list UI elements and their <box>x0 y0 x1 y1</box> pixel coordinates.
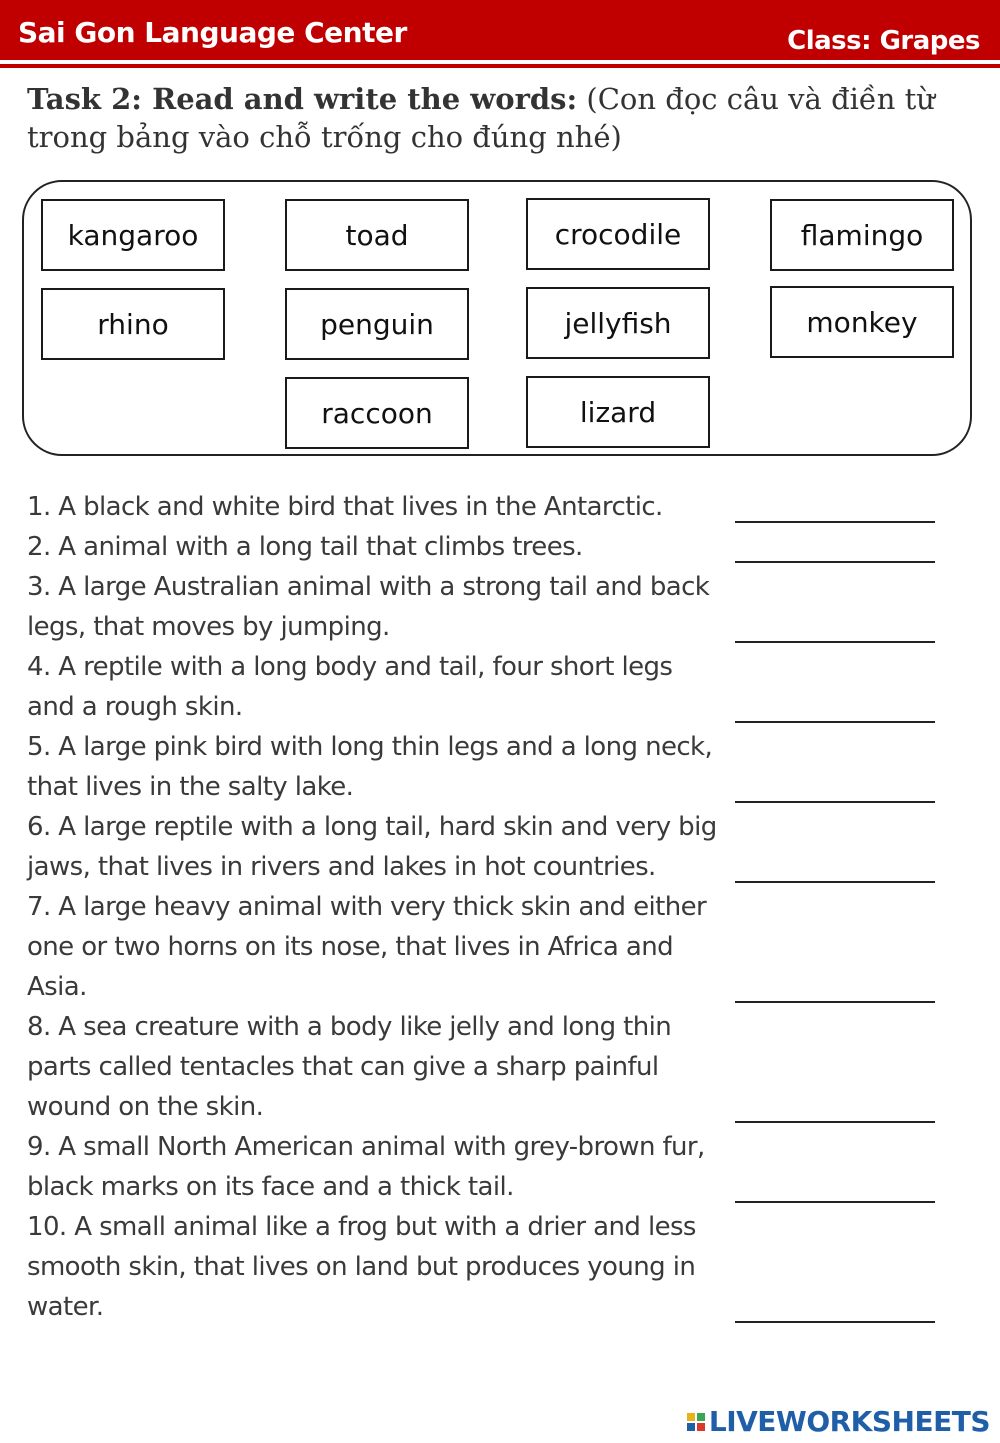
answer-blank[interactable] <box>735 561 935 563</box>
question-item <box>27 647 967 727</box>
word-rhino[interactable]: rhino <box>41 288 225 360</box>
task-heading <box>27 80 977 156</box>
question-item <box>27 1207 967 1327</box>
question-item <box>27 807 967 887</box>
question-text: 1. A black and white bird that lives in the Antarctic. <box>27 492 663 522</box>
word-flamingo[interactable]: flamingo <box>770 199 954 271</box>
question-text: 8. A sea creature with a body like jelly and long thin parts called tentacles that can give a sharp painful wound on the skin. <box>27 1012 672 1122</box>
answer-blank[interactable] <box>735 1321 935 1323</box>
center-name: Sai Gon Language Center <box>18 16 407 49</box>
question-text: 9. A small North American animal with grey-brown fur, black marks on its face and a thick tail. <box>27 1132 705 1202</box>
question-text: 2. A animal with a long tail that climbs trees. <box>27 532 583 562</box>
word-bank <box>22 180 972 456</box>
liveworksheets-logo-icon <box>687 1413 705 1431</box>
answer-blank[interactable] <box>735 1001 935 1003</box>
liveworksheets-logo <box>687 1405 990 1438</box>
header-divider <box>0 64 1000 68</box>
word-lizard[interactable]: lizard <box>526 376 710 448</box>
question-text: 5. A large pink bird with long thin legs and a long neck, that lives in the salty lake. <box>27 732 713 802</box>
question-item <box>27 1007 967 1127</box>
question-list <box>27 487 967 1327</box>
question-text: 6. A large reptile with a long tail, hard skin and very big jaws, that lives in rivers and lakes in hot countries. <box>27 812 717 882</box>
question-item <box>27 1127 967 1207</box>
task-instruction: (Con đọc câu và điền từ trong bảng vào chỗ trống cho đúng nhé) <box>27 82 935 154</box>
answer-blank[interactable] <box>735 721 935 723</box>
answer-blank[interactable] <box>735 641 935 643</box>
question-item <box>27 727 967 807</box>
question-item <box>27 487 967 527</box>
word-kangaroo[interactable]: kangaroo <box>41 199 225 271</box>
task-title: Task 2: Read and write the words: <box>27 82 578 116</box>
answer-blank[interactable] <box>735 881 935 883</box>
word-jellyfish[interactable]: jellyfish <box>526 287 710 359</box>
word-penguin[interactable]: penguin <box>285 288 469 360</box>
word-crocodile[interactable]: crocodile <box>526 198 710 270</box>
question-item <box>27 887 967 1007</box>
answer-blank[interactable] <box>735 521 935 523</box>
question-text: 7. A large heavy animal with very thick skin and either one or two horns on its nose, that lives in Africa and Asia. <box>27 892 707 1002</box>
class-label: Class: Grapes <box>787 26 980 56</box>
word-raccoon[interactable]: raccoon <box>285 377 469 449</box>
logo-text: LIVEWORKSHEETS <box>708 1405 990 1438</box>
question-item <box>27 567 967 647</box>
word-toad[interactable]: toad <box>285 199 469 271</box>
answer-blank[interactable] <box>735 1201 935 1203</box>
question-text: 4. A reptile with a long body and tail, four short legs and a rough skin. <box>27 652 673 722</box>
question-text: 10. A small animal like a frog but with a drier and less smooth skin, that lives on land but produces young in water. <box>27 1212 696 1322</box>
word-monkey[interactable]: monkey <box>770 286 954 358</box>
answer-blank[interactable] <box>735 801 935 803</box>
question-item <box>27 527 967 567</box>
answer-blank[interactable] <box>735 1121 935 1123</box>
question-text: 3. A large Australian animal with a strong tail and back legs, that moves by jumping. <box>27 572 710 642</box>
